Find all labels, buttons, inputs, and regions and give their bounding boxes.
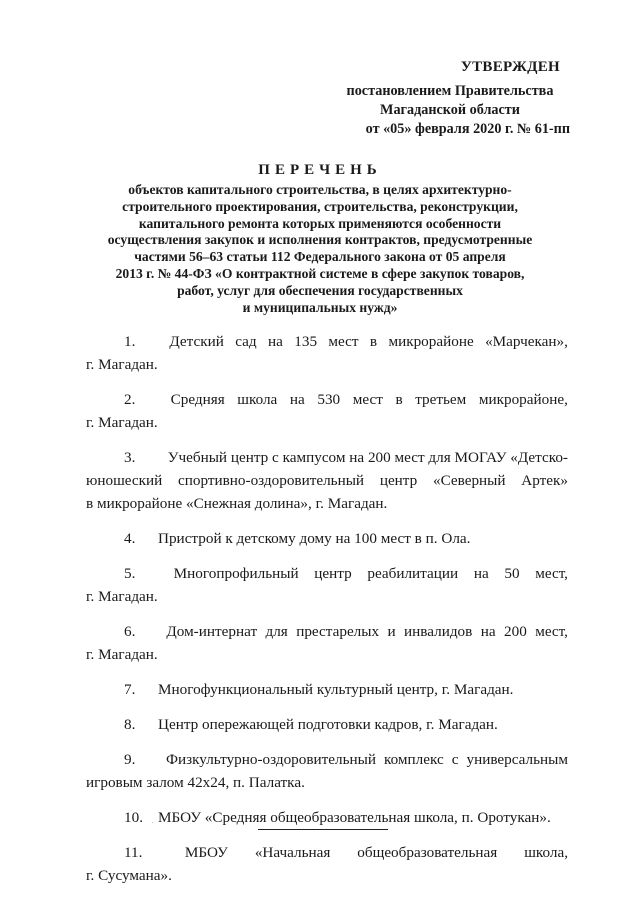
list-item-continuation: в микрорайоне «Снежная долина», г. Магадан. [86,495,388,512]
list-item-word: школа [237,391,278,408]
list-item-continuation: игровым залом 42х24, п. Палатка. [86,774,305,791]
list-item-word: микрорайоне, [478,391,568,408]
list-item-line [86,713,568,736]
list-item-word: «Северный [432,472,506,489]
list-item-word: юношеский [86,472,163,489]
list-item-number: 8. [124,716,136,733]
list-item [86,806,568,829]
approval-heading: УТВЕРЖДЕН [460,59,560,75]
list-item-continuation: г. Магадан. [86,646,158,663]
list-item-line [86,620,568,643]
list-item-number: 1. [124,333,136,350]
subtitle-line: и муниципальных нужд» [242,299,398,315]
list-item-word: Средняя [170,391,225,408]
list-item-number: 7. [124,681,136,698]
list-item-word: 200 [504,623,527,640]
subtitle-line: строительного проектирования, строительства, реконструкции, [122,198,518,214]
list-item-word: МБОУ [184,844,228,861]
list-item-word: комплекс [384,751,444,768]
list-item-word: центр [379,472,418,489]
list-item-continuation: г. Магадан. [86,414,158,431]
subtitle-line: осуществления закупок и исполнения контрактов, предусмотренные [107,232,533,248]
list-item-continuation [86,469,568,492]
list-item-number: 10. [124,809,143,826]
subtitle-line: 2013 г. № 44-ФЗ «О контрактной системе в сфере закупок товаров, [115,265,525,281]
list-item-word: в [395,391,403,408]
list-item-word: в [369,333,378,350]
list-item-word: 135 [294,333,318,350]
approval-line-2: Магаданской области [380,102,520,118]
list-item-line [86,446,568,469]
list-item [86,841,568,887]
list-item-number: 11. [124,844,143,861]
document-subtitle [60,182,580,316]
list-item-line [86,678,568,701]
subtitle-line: капитального ремонта которых применяются особенности [138,215,502,231]
approval-line-1: постановлением Правительства [346,83,554,99]
list-item-word: «Марчекан», [485,333,568,350]
list-item-word: школа, [524,844,568,861]
list-item [86,527,568,550]
list-item-word: Физкультурно-оздоровительный [166,751,377,768]
list-item-line [86,527,568,550]
list-item-word: на [480,623,496,640]
list-item [86,562,568,608]
list-item [86,330,568,376]
list-item-word: для [265,623,288,640]
list-item [86,388,568,434]
list-item [86,748,568,794]
scan-speck [152,822,153,823]
list-item [86,713,568,736]
subtitle-line: частями 56–63 статьи 112 Федерального закона от 05 апреля [134,249,506,265]
list-item-word: мест [328,333,359,350]
list-item [86,678,568,701]
list-item-text: МБОУ «Средняя общеобразовательная школа, п. Оротукан». [158,809,551,826]
list-item-word: универсальным [466,751,568,768]
list-item-word: Артек» [521,472,568,489]
list-item-number: 9. [124,751,136,768]
list-item-word: престарелых [296,623,380,640]
list-item-number: 6. [124,623,136,640]
list-item-line [86,388,568,411]
list-item-word: 530 [317,391,341,408]
list-item-word: на [473,565,489,582]
list-item-word: Многопрофильный [173,565,299,582]
list-item-line [86,841,568,864]
list-item-word: центр [314,565,352,582]
list-item-number: 2. [124,391,136,408]
list-item-word: мест, [535,565,568,582]
list-item-word: инвалидов [404,623,473,640]
list-item-number: 4. [124,530,136,547]
list-item-text: Центр опережающей подготовки кадров, г. Магадан. [158,716,498,733]
document-title: ПЕРЕЧЕНЬ [258,162,382,178]
subtitle-line: объектов капитального строительства, в целях архитектурно- [128,182,512,197]
list-item-continuation: г. Магадан. [86,588,158,605]
list-item [86,620,568,666]
list-item-word: с [451,751,459,768]
list-item-line [86,748,568,771]
list-item-word: мест [352,391,383,408]
list-item-word: на [289,391,305,408]
subtitle-line: работ, услуг для обеспечения государственных [177,282,463,298]
list-item-continuation: г. Сусумана». [86,867,172,884]
approval-line-3: от «05» февраля 2020 г. № 61-пп [365,121,570,137]
list-item-line [86,330,568,353]
list-item-word: на [268,333,283,350]
list-item-word: «Начальная [254,844,331,861]
list-item-word: третьем [415,391,467,408]
list-item-word: 50 [504,565,520,582]
list-item-word: Детский [169,333,224,350]
list-item-number: 5. [124,565,136,582]
list-item-line [86,806,568,829]
list-item [86,446,568,515]
list-item-word: и [387,623,396,640]
list-item-word: мест, [535,623,568,640]
object-list [86,330,568,899]
list-item-continuation: г. Магадан. [86,356,158,373]
list-item-text: Многофункциональный культурный центр, г. Магадан. [158,681,514,698]
list-item-text: Пристрой к детскому дому на 100 мест в п. Ола. [158,530,471,547]
list-item-word: сад [235,333,257,350]
list-item-word: микрорайоне [388,333,474,350]
list-item-word: общеобразовательная [357,844,498,861]
list-item-word: Учебный центр с кампусом на 200 мест для МОГАУ «Детско- [167,449,568,466]
list-item-word: реабилитации [367,565,459,582]
end-divider [258,829,388,830]
list-item-word: спортивно-оздоровительный [178,472,365,489]
list-item-number: 3. [124,449,136,466]
approval-block [330,58,570,139]
list-item-word: Дом-интернат [166,623,258,640]
list-item-line [86,562,568,585]
